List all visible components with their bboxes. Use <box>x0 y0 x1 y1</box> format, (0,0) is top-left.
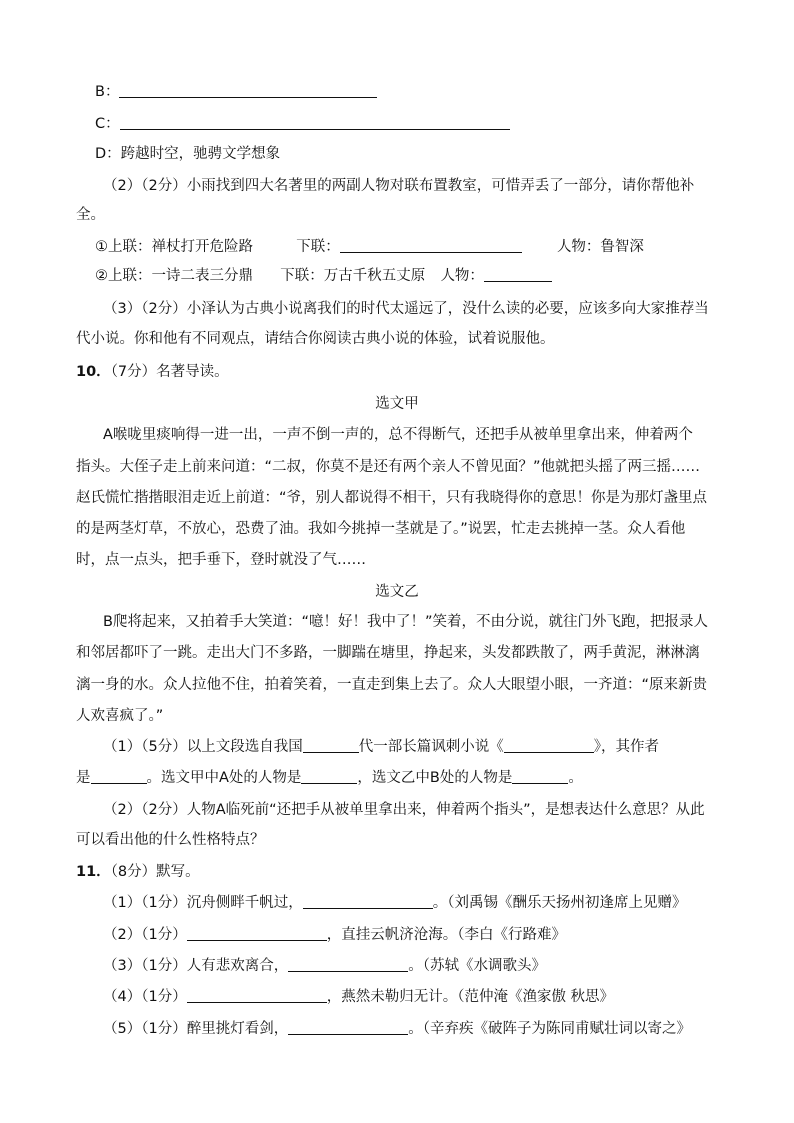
dictation-blank[interactable] <box>187 925 327 941</box>
q10-sub1-text-a: （1）（5分）以上文段选自我国 <box>103 739 303 755</box>
couplet-1-person: 人物：鲁智深 <box>556 239 644 255</box>
q9-sub3-line2: 代小说。你和他有不同观点，请结合你阅读古典小说的体验，试着说服他。 <box>76 331 555 347</box>
passage-b-line4: 人欢喜疯了。” <box>76 708 164 724</box>
option-c-label: C： <box>95 116 120 132</box>
q11-title: （8分）默写。 <box>110 864 200 880</box>
q10-number: 10． <box>76 364 111 380</box>
couplet-2 <box>95 266 552 286</box>
couplet-1-lower-blank[interactable] <box>340 237 522 253</box>
option-b-line <box>95 82 377 102</box>
q11-heading <box>76 862 200 882</box>
dictation-blank[interactable] <box>187 987 327 1003</box>
dictation-prompt: （2）（1分） <box>103 927 187 943</box>
couplet-2-person-blank[interactable] <box>484 266 552 282</box>
dictation-prompt: （5）（1分）醉里挑灯看剑， <box>103 1021 289 1037</box>
dictation-blank[interactable] <box>288 956 408 972</box>
dictation-blank[interactable] <box>303 893 433 909</box>
character-b-blank[interactable] <box>512 768 568 784</box>
couplet-1-lower-label: 下联： <box>296 239 340 255</box>
q11-number: 11． <box>76 864 111 880</box>
q10-sub1-text-e: 。选文甲中A处的人物是 <box>146 770 302 786</box>
dictation-source: 。（辛弃疾《破阵子为陈同甫赋壮词以寄之》 <box>408 1021 691 1037</box>
passage-a-line5: 时，点一点头，把手垂下，登时就没了气…… <box>76 552 366 568</box>
passage-b-title: 选文乙 <box>375 584 419 600</box>
q10-sub2-line2: 可以看出他的什么性格特点？ <box>76 832 265 848</box>
option-b-blank[interactable] <box>119 82 377 98</box>
couplet-2-upper: ②上联：一诗二表三分鼎 <box>95 268 253 284</box>
dictation-item <box>103 956 546 976</box>
dictation-source: 。（刘禹锡《酬乐天扬州初逢席上见赠》 <box>432 895 687 911</box>
option-c-blank[interactable] <box>120 114 510 130</box>
option-b-label: B： <box>95 84 120 100</box>
dictation-item <box>103 987 614 1007</box>
dictation-prompt: （4）（1分） <box>103 989 187 1005</box>
option-c-line <box>95 114 510 134</box>
option-d-line: D：跨越时空，驰骋文学想象 <box>95 146 281 162</box>
couplet-1-upper: ①上联：禅杖打开危险路 <box>95 239 253 255</box>
character-a-blank[interactable] <box>301 768 357 784</box>
dictation-source: ，直挂云帆济沧海。（李白《行路难》 <box>326 927 566 943</box>
q10-sub1-text-b: 代一部长篇讽刺小说《 <box>358 739 504 755</box>
passage-a-line1: A喉咙里痰响得一进一出，一声不倒一声的，总不得断气，还把手从被单里拿出来，伸着两个 <box>103 427 693 443</box>
couplet-1 <box>95 237 644 257</box>
couplet-2-lower: 下联：万古千秋五丈原 <box>280 268 426 284</box>
dictation-item <box>103 925 566 945</box>
q10-sub2-line1: （2）（2分）人物A临死前“还把手从被单里拿出来，伸着两个指头”，是想表达什么意思？从此 <box>103 802 705 818</box>
author-blank[interactable] <box>91 768 147 784</box>
dictation-prompt: （1）（1分）沉舟侧畔千帆过， <box>103 895 303 911</box>
dictation-source: 。（苏轼《水调歌头》 <box>408 958 546 974</box>
passage-a-line2: 指头。大侄子走上前来问道：“二叔，你莫不是还有两个亲人不曾见面？”他就把头摇了两三摇…… <box>76 459 701 475</box>
passage-a-title: 选文甲 <box>375 396 419 412</box>
dictation-item <box>103 1019 691 1039</box>
passage-a-line4: 的是两茎灯草，不放心，恐费了油。我如今挑掉一茎就是了。”说罢，忙走去挑掉一茎。众人看他 <box>76 521 686 537</box>
novel-title-blank[interactable] <box>504 737 594 753</box>
dictation-source: ，燕然未勒归无计。（范仲淹《渔家傲 秋思》 <box>326 989 615 1005</box>
q10-title: （7分）名著导读。 <box>110 364 229 380</box>
q10-sub1-text-d: 是 <box>76 770 91 786</box>
couplet-2-person-label: 人物： <box>440 268 484 284</box>
passage-b-line3: 漓一身的水。众人拉他不住，拍着笑着，一直走到集上去了。众人大眼望小眼，一齐道：“原来新贵 <box>76 677 708 693</box>
q9-sub3-line1: （3）（2分）小泽认为古典小说离我们的时代太遥远了，没什么读的必要，应该多向大家推荐当 <box>103 301 709 317</box>
q10-sub1-text-c: 》，其作者 <box>593 739 659 755</box>
passage-b-line1: B爬将起来，又拍着手大笑道：“噫！好！我中了！”笑着，不由分说，就往门外飞跑，把报录人 <box>103 614 708 630</box>
q10-sub1-text-g: 。 <box>568 770 583 786</box>
q10-sub1-text-f: ，选文乙中B处的人物是 <box>357 770 513 786</box>
q10-sub1-line2 <box>76 768 583 788</box>
q10-heading <box>76 362 229 382</box>
passage-a-line3: 赵氏慌忙揩揩眼泪走近上前道：“爷，别人都说得不相干，只有我晓得你的意思！你是为那灯盏里点 <box>76 490 708 506</box>
q9-sub2-line2: 全。 <box>76 207 105 223</box>
dictation-blank[interactable] <box>288 1019 408 1035</box>
dictation-prompt: （3）（1分）人有悲欢离合， <box>103 958 289 974</box>
passage-b-line2: 和邻居都吓了一跳。走出大门不多路，一脚踹在塘里，挣起来，头发都跌散了，两手黄泥，淋淋漓 <box>76 645 700 661</box>
dynasty-blank[interactable] <box>303 737 359 753</box>
q9-sub2-line1: （2）（2分）小雨找到四大名著里的两副人物对联布置教室，可惜弄丢了一部分，请你帮他补 <box>103 178 695 194</box>
dictation-item <box>103 893 686 913</box>
q10-sub1-line1 <box>103 737 659 757</box>
